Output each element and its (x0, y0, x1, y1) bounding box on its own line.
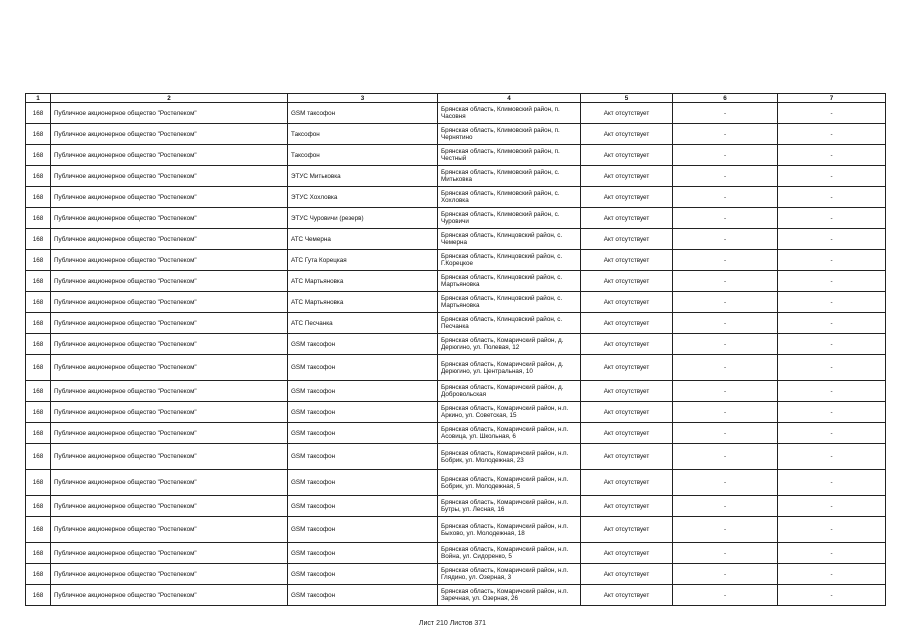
cell-column-7: - (778, 543, 886, 564)
cell-act-status: Акт отсутствует (581, 470, 673, 496)
header-row (26, 94, 886, 103)
cell-column-7: - (778, 470, 886, 496)
cell-number: 168 (26, 585, 51, 606)
cell-address: Брянская область, Климовский район, с. Хохловка (438, 187, 581, 208)
table-row (26, 313, 886, 334)
cell-act-status: Акт отсутствует (581, 187, 673, 208)
cell-column-6: - (673, 166, 778, 187)
cell-act-status: Акт отсутствует (581, 355, 673, 381)
cell-address: Брянская область, Клинцовский район, с. Мартьяновка (438, 292, 581, 313)
cell-number: 168 (26, 355, 51, 381)
cell-address: Брянская область, Комаричский район, д. Добровольская (438, 381, 581, 402)
cell-object: GSM таксофон (288, 496, 438, 517)
cell-address: Брянская область, Комаричский район, д. Дерюгино, ул. Центральная, 10 (438, 355, 581, 381)
cell-number: 168 (26, 517, 51, 543)
cell-number: 168 (26, 444, 51, 470)
cell-object: ЭТУС Хохловка (288, 187, 438, 208)
cell-column-7: - (778, 313, 886, 334)
cell-number: 168 (26, 496, 51, 517)
cell-address: Брянская область, Комаричский район, д. Дерюгино, ул. Полевая, 12 (438, 334, 581, 355)
cell-act-status: Акт отсутствует (581, 423, 673, 444)
cell-act-status: Акт отсутствует (581, 292, 673, 313)
column-header-2: 2 (51, 94, 288, 103)
cell-column-7: - (778, 402, 886, 423)
cell-address: Брянская область, Клинцовский район, с. Мартьяновка (438, 271, 581, 292)
cell-object: Таксофон (288, 145, 438, 166)
cell-act-status: Акт отсутствует (581, 166, 673, 187)
cell-column-6: - (673, 585, 778, 606)
cell-column-7: - (778, 444, 886, 470)
cell-column-7: - (778, 517, 886, 543)
cell-column-6: - (673, 292, 778, 313)
cell-act-status: Акт отсутствует (581, 334, 673, 355)
cell-number: 168 (26, 124, 51, 145)
table-row (26, 355, 886, 381)
table-row (26, 585, 886, 606)
table-row (26, 187, 886, 208)
cell-organization: Публичное акционерное общество "Ростелеком" (51, 444, 288, 470)
cell-object: GSM таксофон (288, 402, 438, 423)
cell-organization: Публичное акционерное общество "Ростелеком" (51, 381, 288, 402)
cell-organization: Публичное акционерное общество "Ростелеком" (51, 124, 288, 145)
cell-organization: Публичное акционерное общество "Ростелеком" (51, 423, 288, 444)
cell-act-status: Акт отсутствует (581, 271, 673, 292)
cell-number: 168 (26, 564, 51, 585)
cell-number: 168 (26, 166, 51, 187)
cell-act-status: Акт отсутствует (581, 564, 673, 585)
cell-act-status: Акт отсутствует (581, 381, 673, 402)
cell-column-6: - (673, 187, 778, 208)
cell-organization: Публичное акционерное общество "Ростелеком" (51, 103, 288, 124)
page-footer (0, 620, 905, 627)
cell-column-7: - (778, 145, 886, 166)
cell-act-status: Акт отсутствует (581, 402, 673, 423)
table-row (26, 124, 886, 145)
cell-column-6: - (673, 271, 778, 292)
column-header-4: 4 (438, 94, 581, 103)
cell-organization: Публичное акционерное общество "Ростелеком" (51, 585, 288, 606)
cell-act-status: Акт отсутствует (581, 313, 673, 334)
cell-object: ЭТУС Митьковка (288, 166, 438, 187)
cell-column-6: - (673, 381, 778, 402)
cell-act-status: Акт отсутствует (581, 208, 673, 229)
cell-organization: Публичное акционерное общество "Ростелеком" (51, 470, 288, 496)
cell-number: 168 (26, 402, 51, 423)
cell-organization: Публичное акционерное общество "Ростелеком" (51, 229, 288, 250)
cell-column-7: - (778, 355, 886, 381)
cell-object: GSM таксофон (288, 444, 438, 470)
cell-organization: Публичное акционерное общество "Ростелеком" (51, 271, 288, 292)
cell-address: Брянская область, Комаричский район, н.п. Аркино, ул. Советская, 15 (438, 402, 581, 423)
table-body (26, 103, 886, 606)
cell-column-7: - (778, 124, 886, 145)
cell-address: Брянская область, Комаричский район, н.п. Заречная, ул. Озерная, 26 (438, 585, 581, 606)
cell-address: Брянская область, Комаричский район, н.п. Бобрик, ул. Молодежная, 5 (438, 470, 581, 496)
cell-column-6: - (673, 145, 778, 166)
cell-number: 168 (26, 250, 51, 271)
cell-number: 168 (26, 470, 51, 496)
cell-act-status: Акт отсутствует (581, 124, 673, 145)
table-row (26, 166, 886, 187)
cell-object: GSM таксофон (288, 585, 438, 606)
column-header-5: 5 (581, 94, 673, 103)
cell-column-7: - (778, 187, 886, 208)
table-row (26, 496, 886, 517)
table-row (26, 423, 886, 444)
cell-number: 168 (26, 334, 51, 355)
cell-address: Брянская область, Комаричский район, н.п. Война, ул. Сидоренко, 5 (438, 543, 581, 564)
cell-object: АТС Мартьяновка (288, 292, 438, 313)
table-row (26, 103, 886, 124)
table-row (26, 250, 886, 271)
cell-organization: Публичное акционерное общество "Ростелеком" (51, 543, 288, 564)
table-row (26, 402, 886, 423)
cell-column-6: - (673, 124, 778, 145)
cell-number: 168 (26, 145, 51, 166)
cell-object: Таксофон (288, 124, 438, 145)
cell-act-status: Акт отсутствует (581, 444, 673, 470)
cell-column-6: - (673, 355, 778, 381)
cell-column-6: - (673, 496, 778, 517)
cell-column-7: - (778, 103, 886, 124)
cell-column-6: - (673, 103, 778, 124)
cell-organization: Публичное акционерное общество "Ростелеком" (51, 250, 288, 271)
cell-address: Брянская область, Комаричский район, н.п. Бутры, ул. Лесная, 16 (438, 496, 581, 517)
cell-address: Брянская область, Комаричский район, н.п. Быхово, ул. Молодежная, 18 (438, 517, 581, 543)
cell-column-7: - (778, 208, 886, 229)
cell-column-6: - (673, 334, 778, 355)
cell-object: АТС Чемерна (288, 229, 438, 250)
cell-column-6: - (673, 423, 778, 444)
cell-column-6: - (673, 470, 778, 496)
table-row (26, 208, 886, 229)
cell-number: 168 (26, 103, 51, 124)
cell-act-status: Акт отсутствует (581, 250, 673, 271)
cell-organization: Публичное акционерное общество "Ростелеком" (51, 313, 288, 334)
cell-organization: Публичное акционерное общество "Ростелеком" (51, 292, 288, 313)
cell-organization: Публичное акционерное общество "Ростелеком" (51, 355, 288, 381)
cell-organization: Публичное акционерное общество "Ростелеком" (51, 517, 288, 543)
table-row (26, 543, 886, 564)
column-header-1: 1 (26, 94, 51, 103)
cell-organization: Публичное акционерное общество "Ростелеком" (51, 145, 288, 166)
cell-organization: Публичное акционерное общество "Ростелеком" (51, 402, 288, 423)
cell-column-6: - (673, 313, 778, 334)
cell-column-6: - (673, 517, 778, 543)
cell-object: GSM таксофон (288, 381, 438, 402)
cell-column-7: - (778, 334, 886, 355)
cell-number: 168 (26, 187, 51, 208)
table-row (26, 334, 886, 355)
table-row (26, 145, 886, 166)
cell-column-6: - (673, 543, 778, 564)
column-header-6: 6 (673, 94, 778, 103)
cell-column-7: - (778, 271, 886, 292)
cell-number: 168 (26, 208, 51, 229)
table-row (26, 517, 886, 543)
cell-organization: Публичное акционерное общество "Ростелеком" (51, 334, 288, 355)
cell-organization: Публичное акционерное общество "Ростелеком" (51, 166, 288, 187)
cell-column-6: - (673, 229, 778, 250)
cell-organization: Публичное акционерное общество "Ростелеком" (51, 187, 288, 208)
cell-number: 168 (26, 423, 51, 444)
cell-number: 168 (26, 271, 51, 292)
cell-column-6: - (673, 208, 778, 229)
cell-act-status: Акт отсутствует (581, 543, 673, 564)
cell-address: Брянская область, Климовский район, п. Часовня (438, 103, 581, 124)
cell-column-7: - (778, 166, 886, 187)
cell-act-status: Акт отсутствует (581, 103, 673, 124)
cell-object: GSM таксофон (288, 103, 438, 124)
cell-column-6: - (673, 250, 778, 271)
table-row (26, 564, 886, 585)
cell-column-7: - (778, 496, 886, 517)
cell-address: Брянская область, Комаричский район, н.п. Асовица, ул. Школьная, 6 (438, 423, 581, 444)
cell-object: GSM таксофон (288, 423, 438, 444)
table-row (26, 292, 886, 313)
cell-act-status: Акт отсутствует (581, 585, 673, 606)
cell-address: Брянская область, Комаричский район, н.п. Бобрик, ул. Молодежная, 23 (438, 444, 581, 470)
cell-column-6: - (673, 564, 778, 585)
table-row (26, 271, 886, 292)
cell-object: АТС Гута Корецкая (288, 250, 438, 271)
register-table (25, 93, 886, 606)
cell-column-7: - (778, 564, 886, 585)
cell-number: 168 (26, 292, 51, 313)
cell-organization: Публичное акционерное общество "Ростелеком" (51, 564, 288, 585)
cell-address: Брянская область, Климовский район, с. Митьковка (438, 166, 581, 187)
cell-address: Брянская область, Климовский район, с. Чуровичи (438, 208, 581, 229)
cell-object: GSM таксофон (288, 517, 438, 543)
table-row (26, 470, 886, 496)
cell-object: АТС Мартьяновка (288, 271, 438, 292)
cell-column-7: - (778, 250, 886, 271)
cell-object: ЭТУС Чуровичи (резерв) (288, 208, 438, 229)
cell-column-6: - (673, 444, 778, 470)
table-row (26, 444, 886, 470)
cell-object: АТС Песчанка (288, 313, 438, 334)
sheet-counter: Лист 210 Листов 371 (418, 620, 487, 627)
table-row (26, 229, 886, 250)
cell-number: 168 (26, 229, 51, 250)
cell-object: GSM таксофон (288, 334, 438, 355)
cell-column-7: - (778, 585, 886, 606)
cell-act-status: Акт отсутствует (581, 229, 673, 250)
cell-number: 168 (26, 381, 51, 402)
column-header-3: 3 (288, 94, 438, 103)
cell-column-6: - (673, 402, 778, 423)
column-header-7: 7 (778, 94, 886, 103)
cell-act-status: Акт отсутствует (581, 145, 673, 166)
cell-object: GSM таксофон (288, 564, 438, 585)
cell-address: Брянская область, Клинцовский район, с. Песчанка (438, 313, 581, 334)
cell-column-7: - (778, 423, 886, 444)
cell-act-status: Акт отсутствует (581, 517, 673, 543)
cell-organization: Публичное акционерное общество "Ростелеком" (51, 496, 288, 517)
cell-address: Брянская область, Климовский район, п. Честный (438, 145, 581, 166)
cell-act-status: Акт отсутствует (581, 496, 673, 517)
cell-column-7: - (778, 292, 886, 313)
cell-object: GSM таксофон (288, 543, 438, 564)
cell-object: GSM таксофон (288, 470, 438, 496)
cell-address: Брянская область, Комаричский район, н.п. Глядино, ул. Озерная, 3 (438, 564, 581, 585)
cell-address: Брянская область, Климовский район, п. Чернятино (438, 124, 581, 145)
cell-address: Брянская область, Клинцовский район, с. Г.Корецкое (438, 250, 581, 271)
cell-address: Брянская область, Клинцовский район, с. Чемерна (438, 229, 581, 250)
cell-column-7: - (778, 381, 886, 402)
table-row (26, 381, 886, 402)
cell-number: 168 (26, 313, 51, 334)
cell-column-7: - (778, 229, 886, 250)
cell-number: 168 (26, 543, 51, 564)
cell-organization: Публичное акционерное общество "Ростелеком" (51, 208, 288, 229)
cell-object: GSM таксофон (288, 355, 438, 381)
